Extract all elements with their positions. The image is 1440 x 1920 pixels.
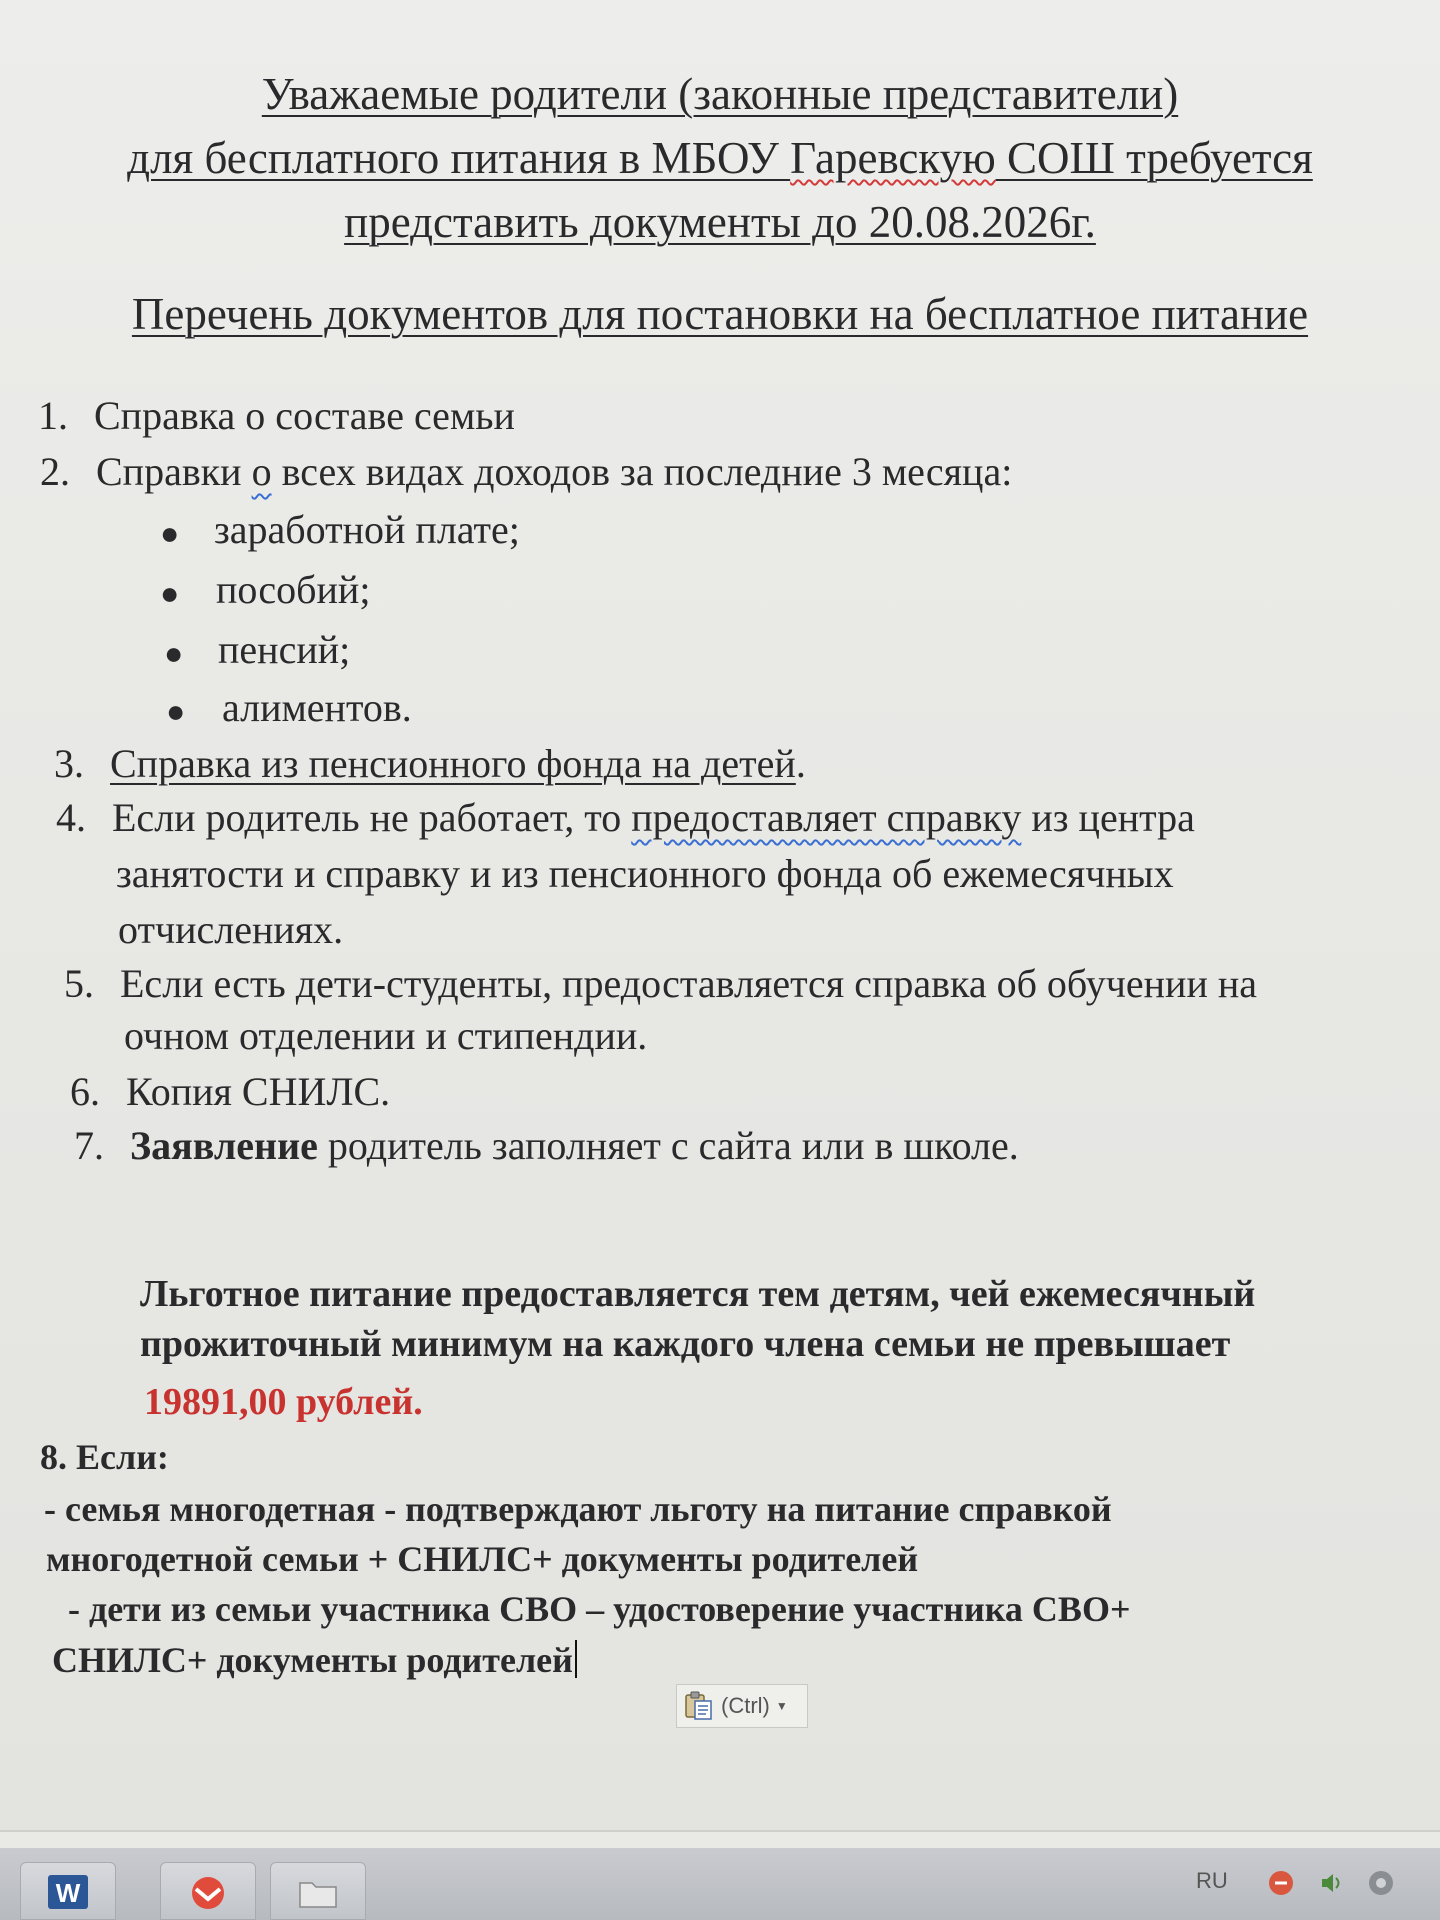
list-item-number: 3. xyxy=(54,741,84,786)
browser-icon xyxy=(186,1871,230,1911)
list-item-tail: . xyxy=(795,741,806,786)
notice-amount: 19891,00 рублей. xyxy=(144,1381,423,1423)
list-item-text-a: Справки xyxy=(96,449,252,494)
network-icon[interactable] xyxy=(1266,1868,1296,1898)
heading-line-2-school: Гаревскую xyxy=(790,133,996,183)
notice-line-2: прожиточный минимум на каждого члена семьи не превышает xyxy=(140,1323,1231,1365)
heading-line-1: Уважаемые родители (законные представители) xyxy=(261,69,1179,119)
bullet-icon: ● xyxy=(166,693,186,729)
list-item-bold: Заявление xyxy=(130,1123,318,1168)
text-cursor xyxy=(575,1640,577,1678)
list-title: Перечень документов для постановки на бесплатное питание xyxy=(131,289,1309,339)
notice-line-1: Льготное питание предоставляется тем детям, чей ежемесячный xyxy=(140,1273,1256,1315)
list-item-text-b: о xyxy=(251,449,272,494)
section-8-title: 8. Если: xyxy=(40,1437,169,1477)
list-item-4-line-3: отчислениях. xyxy=(118,907,344,952)
taskbar-word-button[interactable] xyxy=(20,1862,116,1920)
folder-icon xyxy=(296,1871,340,1911)
language-indicator[interactable]: RU xyxy=(1196,1868,1228,1893)
list-item-text: Справка из пенсионного фонда на детей xyxy=(110,741,796,786)
section-8-line-1: - семья многодетная - подтверждают льготу на питание справкой xyxy=(44,1489,1112,1529)
list-item-2 xyxy=(40,450,1012,494)
list-item-text: родитель заполняет с сайта или в школе. xyxy=(317,1123,1019,1168)
heading-line-3: представить документы до 20.08.2026г. xyxy=(344,197,1096,247)
income-type-benefits: пособий; xyxy=(216,567,371,612)
list-item-6 xyxy=(70,1070,390,1114)
heading-line-2 xyxy=(0,134,1440,184)
list-item-5-line-2: очном отделении и стипендии. xyxy=(124,1013,648,1058)
income-type-alimony: алиментов. xyxy=(222,685,412,730)
bullet-icon: ● xyxy=(164,635,184,671)
section-8-line-2: многодетной семьи + СНИЛС+ документы родителей xyxy=(46,1539,919,1579)
list-item-text-a: Если родитель не работает, то xyxy=(112,795,632,840)
paste-options-label: (Ctrl) xyxy=(721,1693,770,1718)
taskbar-folder-button[interactable] xyxy=(270,1862,366,1920)
list-item-text-b: предоставляет справку xyxy=(631,795,1022,840)
section-8-line-4: СНИЛС+ документы родителей xyxy=(52,1640,577,1681)
heading-line-2-c: СОШ требуется xyxy=(995,133,1313,183)
heading-line-2-a: для бесплатного питания в МБОУ xyxy=(127,133,791,183)
bullet-icon: ● xyxy=(160,575,180,611)
list-item-5 xyxy=(64,962,1257,1006)
bullet-icon: ● xyxy=(160,515,180,551)
list-item-number: 5. xyxy=(64,961,94,1006)
list-item-text: Если есть дети-студенты, предоставляется справка об обучении на xyxy=(120,961,1258,1006)
chevron-down-icon: ▼ xyxy=(775,1699,788,1713)
page-divider xyxy=(0,1830,1440,1832)
income-type-salary: заработной плате; xyxy=(214,507,520,552)
list-item-text-c: из центра xyxy=(1021,795,1195,840)
list-item-text-c: всех видах доходов за последние 3 месяца: xyxy=(271,449,1013,494)
system-icon[interactable] xyxy=(1366,1868,1396,1898)
taskbar-browser-button[interactable] xyxy=(160,1862,256,1920)
list-item-number: 7. xyxy=(74,1123,104,1168)
clipboard-icon xyxy=(683,1691,715,1721)
list-item-3 xyxy=(54,742,806,786)
list-item-7 xyxy=(74,1124,1019,1168)
list-item-number: 2. xyxy=(40,449,70,494)
svg-text:W: W xyxy=(55,1878,81,1908)
list-item-number: 1. xyxy=(38,393,68,438)
list-item-1 xyxy=(38,394,515,438)
paste-options-button[interactable] xyxy=(676,1684,808,1728)
list-item-4 xyxy=(56,796,1195,840)
volume-icon[interactable] xyxy=(1316,1868,1346,1898)
list-item-number: 6. xyxy=(70,1069,100,1114)
list-item-number: 4. xyxy=(56,795,86,840)
word-icon xyxy=(46,1871,90,1911)
taskbar xyxy=(0,1848,1440,1920)
list-item-4-line-2: занятости и справку и из пенсионного фонда об ежемесячных xyxy=(116,851,1174,896)
section-8-line-3: - дети из семьи участника СВО – удостоверение участника СВО+ xyxy=(68,1589,1131,1629)
list-item-text: Копия СНИЛС. xyxy=(126,1069,391,1114)
list-item-text: Справка о составе семьи xyxy=(94,393,515,438)
income-type-pensions: пенсий; xyxy=(218,627,351,672)
